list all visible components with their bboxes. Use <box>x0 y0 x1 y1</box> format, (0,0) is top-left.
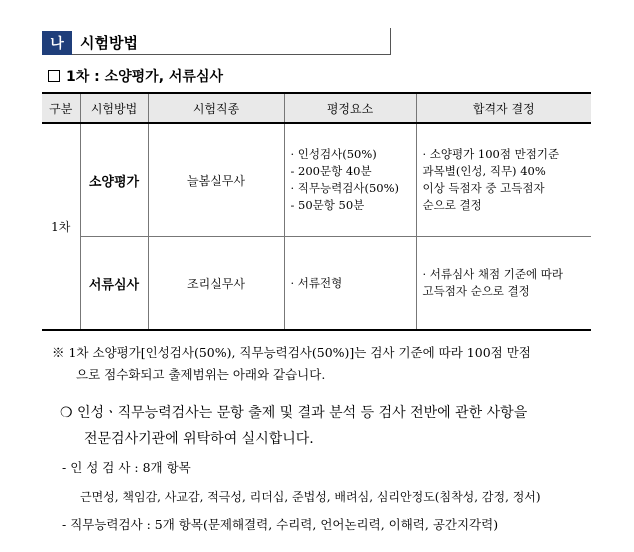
method-cell: 서류심사 <box>80 237 148 331</box>
method-cell: 소양평가 <box>80 123 148 237</box>
pass-line: 고득점자 순으로 결정 <box>422 284 530 298</box>
subheading <box>48 66 223 86</box>
table-row <box>42 123 591 237</box>
bullet-line: ❍ 인성ㆍ직무능력검사는 문항 출제 및 결과 분석 등 검사 전반에 관한 사항을 <box>60 405 528 421</box>
pass-line: · 소양평가 100점 만점기준 <box>422 147 560 161</box>
job-cell: 조리실무사 <box>148 237 284 331</box>
pass-line: 순으로 결정 <box>422 198 482 212</box>
note-block <box>52 342 587 386</box>
bullet-block <box>60 400 600 452</box>
table-row <box>42 237 591 331</box>
pass-line: · 서류심사 채점 기준에 따라 <box>422 267 563 281</box>
bullet-line: 전문검사기관에 위탁하여 실시합니다. <box>84 431 314 447</box>
header-method: 시험방법 <box>80 93 148 123</box>
checkbox-icon <box>48 70 60 82</box>
subheading-text: 1차 : 소양평가, 서류심사 <box>66 69 223 85</box>
pass-cell <box>416 237 591 331</box>
header-eval: 평정요소 <box>284 93 416 123</box>
note-line: 으로 점수화되고 출제범위는 아래와 같습니다. <box>76 367 326 382</box>
section-title: 시험방법 <box>80 34 138 52</box>
exam-method-table <box>42 92 591 331</box>
personality-test-detail: 근면성, 책임감, 사교감, 적극성, 리더십, 준법성, 배려심, 심리안정도(침착성, 감정, 정서) <box>80 490 541 504</box>
table-header-row <box>42 93 591 123</box>
eval-line: · 인성검사(50%) <box>290 147 377 161</box>
section-underline <box>72 54 390 55</box>
section-divider <box>390 28 391 55</box>
aptitude-test-item: - 직무능력검사 : 5개 항목(문제해결력, 수리력, 언어논리력, 이해력, 공간지각력) <box>62 517 499 532</box>
eval-line: · 서류전형 <box>290 275 343 290</box>
pass-line: 과목별(인성, 직무) 40% <box>422 164 546 178</box>
eval-line: - 200문항 40분 <box>290 164 372 178</box>
header-category: 구분 <box>42 93 80 123</box>
pass-line: 이상 득점자 중 고득점자 <box>422 181 545 195</box>
header-job: 시험직종 <box>148 93 284 123</box>
eval-line: - 50문항 50분 <box>290 198 365 212</box>
note-line: ※ 1차 소양평가[인성검사(50%), 직무능력검사(50%)]는 검사 기준에 따라 100점 만점 <box>52 345 531 360</box>
eval-cell <box>284 237 416 331</box>
personality-test-item: - 인 성 검 사 : 8개 항목 <box>62 460 191 475</box>
header-pass: 합격자 결정 <box>416 93 591 123</box>
stage-cell: 1차 <box>42 123 80 330</box>
eval-cell <box>284 123 416 237</box>
pass-cell <box>416 123 591 237</box>
section-badge: 나 <box>42 31 72 55</box>
job-cell: 늘봄실무사 <box>148 123 284 237</box>
eval-line: · 직무능력검사(50%) <box>290 181 399 195</box>
